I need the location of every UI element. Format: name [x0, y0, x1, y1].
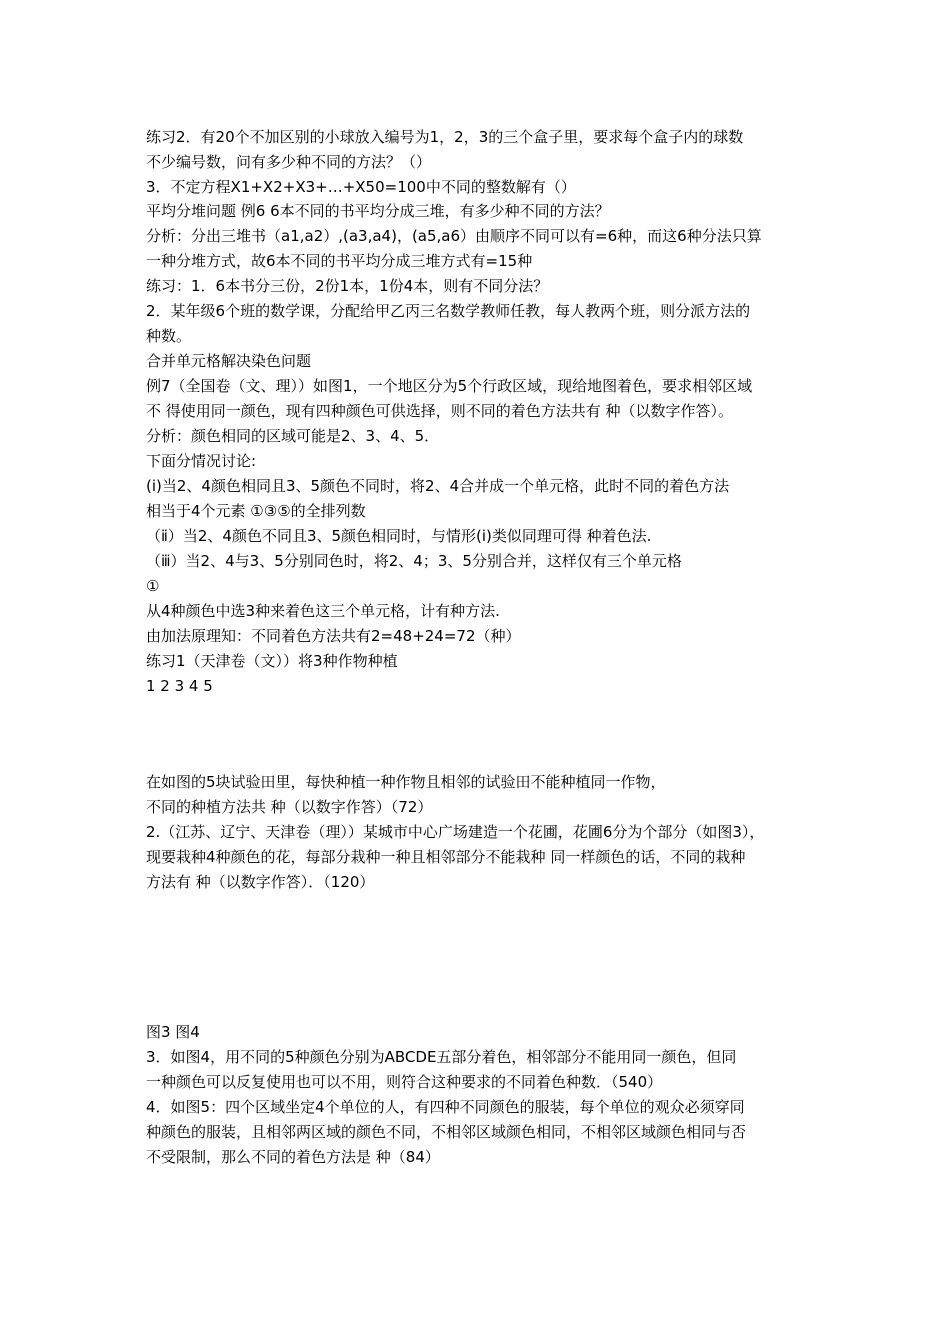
text-line: 种颜色的服装，且相邻两区域的颜色不同，不相邻区域颜色相同，不相邻区域颜色相同与否 [146, 1123, 747, 1141]
text-line: 3．不定方程X1+X2+X3+…+X50=100中不同的整数解有（） [146, 178, 576, 196]
text-line: 分析：颜色相同的区域可能是2、3、4、5． [146, 427, 440, 445]
text-line: 2．某年级6个班的数学课，分配给甲乙丙三名数学教师任教，每人教两个班，则分派方法的 [146, 302, 751, 320]
text-line: 从4种颜色中选3种来着色这三个单元格，计有种方法. [146, 602, 500, 620]
text-line: 例7（全国卷（文、理））如图1，一个地区分为5个行政区域，现给地图着色，要求相邻区域 [146, 377, 753, 395]
text-line: 种数。 [146, 327, 192, 345]
text-line: 由加法原理知：不同着色方法共有2=48+24=72（种） [146, 627, 521, 645]
text-line: 练习：1．6本书分三份，2份1本，1份4本，则有不同分法？ [146, 277, 549, 295]
text-line: ① [146, 577, 160, 595]
text-line: 方法有 种（以数字作答）．（120） [146, 873, 375, 891]
text-line: 一种分堆方式，故6本不同的书平均分成三堆方式有=15种 [146, 252, 533, 270]
text-line: 平均分堆问题 例6 6本不同的书平均分成三堆，有多少种不同的方法？ [146, 202, 610, 220]
text-line: 1 2 3 4 5 [146, 677, 213, 695]
text-line: 分析：分出三堆书（a1,a2）,(a3,a4)，(a5,a6）由顺序不同可以有=6种，而这6种分法只算 [146, 227, 762, 245]
section-heading: 合并单元格解决染色问题 [146, 352, 312, 370]
text-line: 在如图的5块试验田里，每快种植一种作物且相邻的试验田不能种植同一作物， [146, 773, 666, 791]
text-line: 2.（江苏、辽宁、天津卷（理））某城市中心广场建造一个花圃，花圃6分为个部分（如图3）， [146, 823, 765, 841]
text-line: 4．如图5：四个区域坐定4个单位的人，有四种不同颜色的服装，每个单位的观众必须穿同 [146, 1098, 745, 1116]
text-line: 下面分情况讨论: [146, 452, 257, 470]
text-line: （ⅱ）当2、4颜色不同且3、5颜色相同时，与情形(ⅰ)类似同理可得 种着色法. [146, 527, 652, 545]
text-line: 一种颜色可以反复使用也可以不用，则符合这种要求的不同着色种数．（540） [146, 1073, 663, 1091]
text-line: 不受限制，那么不同的着色方法是 种（84） [146, 1148, 440, 1166]
text-line: 现要栽种4种颜色的花，每部分栽种一种且相邻部分不能栽种 同一样颜色的话，不同的栽种 [146, 848, 746, 866]
text-line: 不同的种植方法共 种（以数字作答）（72） [146, 798, 433, 816]
text-line: 不少编号数，问有多少种不同的方法？（） [146, 153, 432, 171]
text-line: 不 得使用同一颜色，现有四种颜色可供选择，则不同的着色方法共有 种（以数字作答）。 [146, 402, 734, 420]
text-line: （ⅲ）当2、4与3、5分别同色时，将2、4；3、5分别合并，这样仅有三个单元格 [146, 552, 682, 570]
text-line: 相当于4个元素 ①③⑤的全排列数 [146, 502, 366, 520]
figure-captions: 图3 图4 [146, 1023, 200, 1041]
text-line: 练习1（天津卷（文））将3种作物种植 [146, 652, 398, 670]
text-line: 3．如图4，用不同的5种颜色分别为ABCDE五部分着色，相邻部分不能用同一颜色，但同 [146, 1048, 737, 1066]
text-line: (ⅰ)当2、4颜色相同且3、5颜色不同时，将2、4合并成一个单元格，此时不同的着色方法 [146, 477, 730, 495]
text-line: 练习2．有20个不加区别的小球放入编号为1，2，3的三个盒子里，要求每个盒子内的球数 [146, 128, 744, 146]
